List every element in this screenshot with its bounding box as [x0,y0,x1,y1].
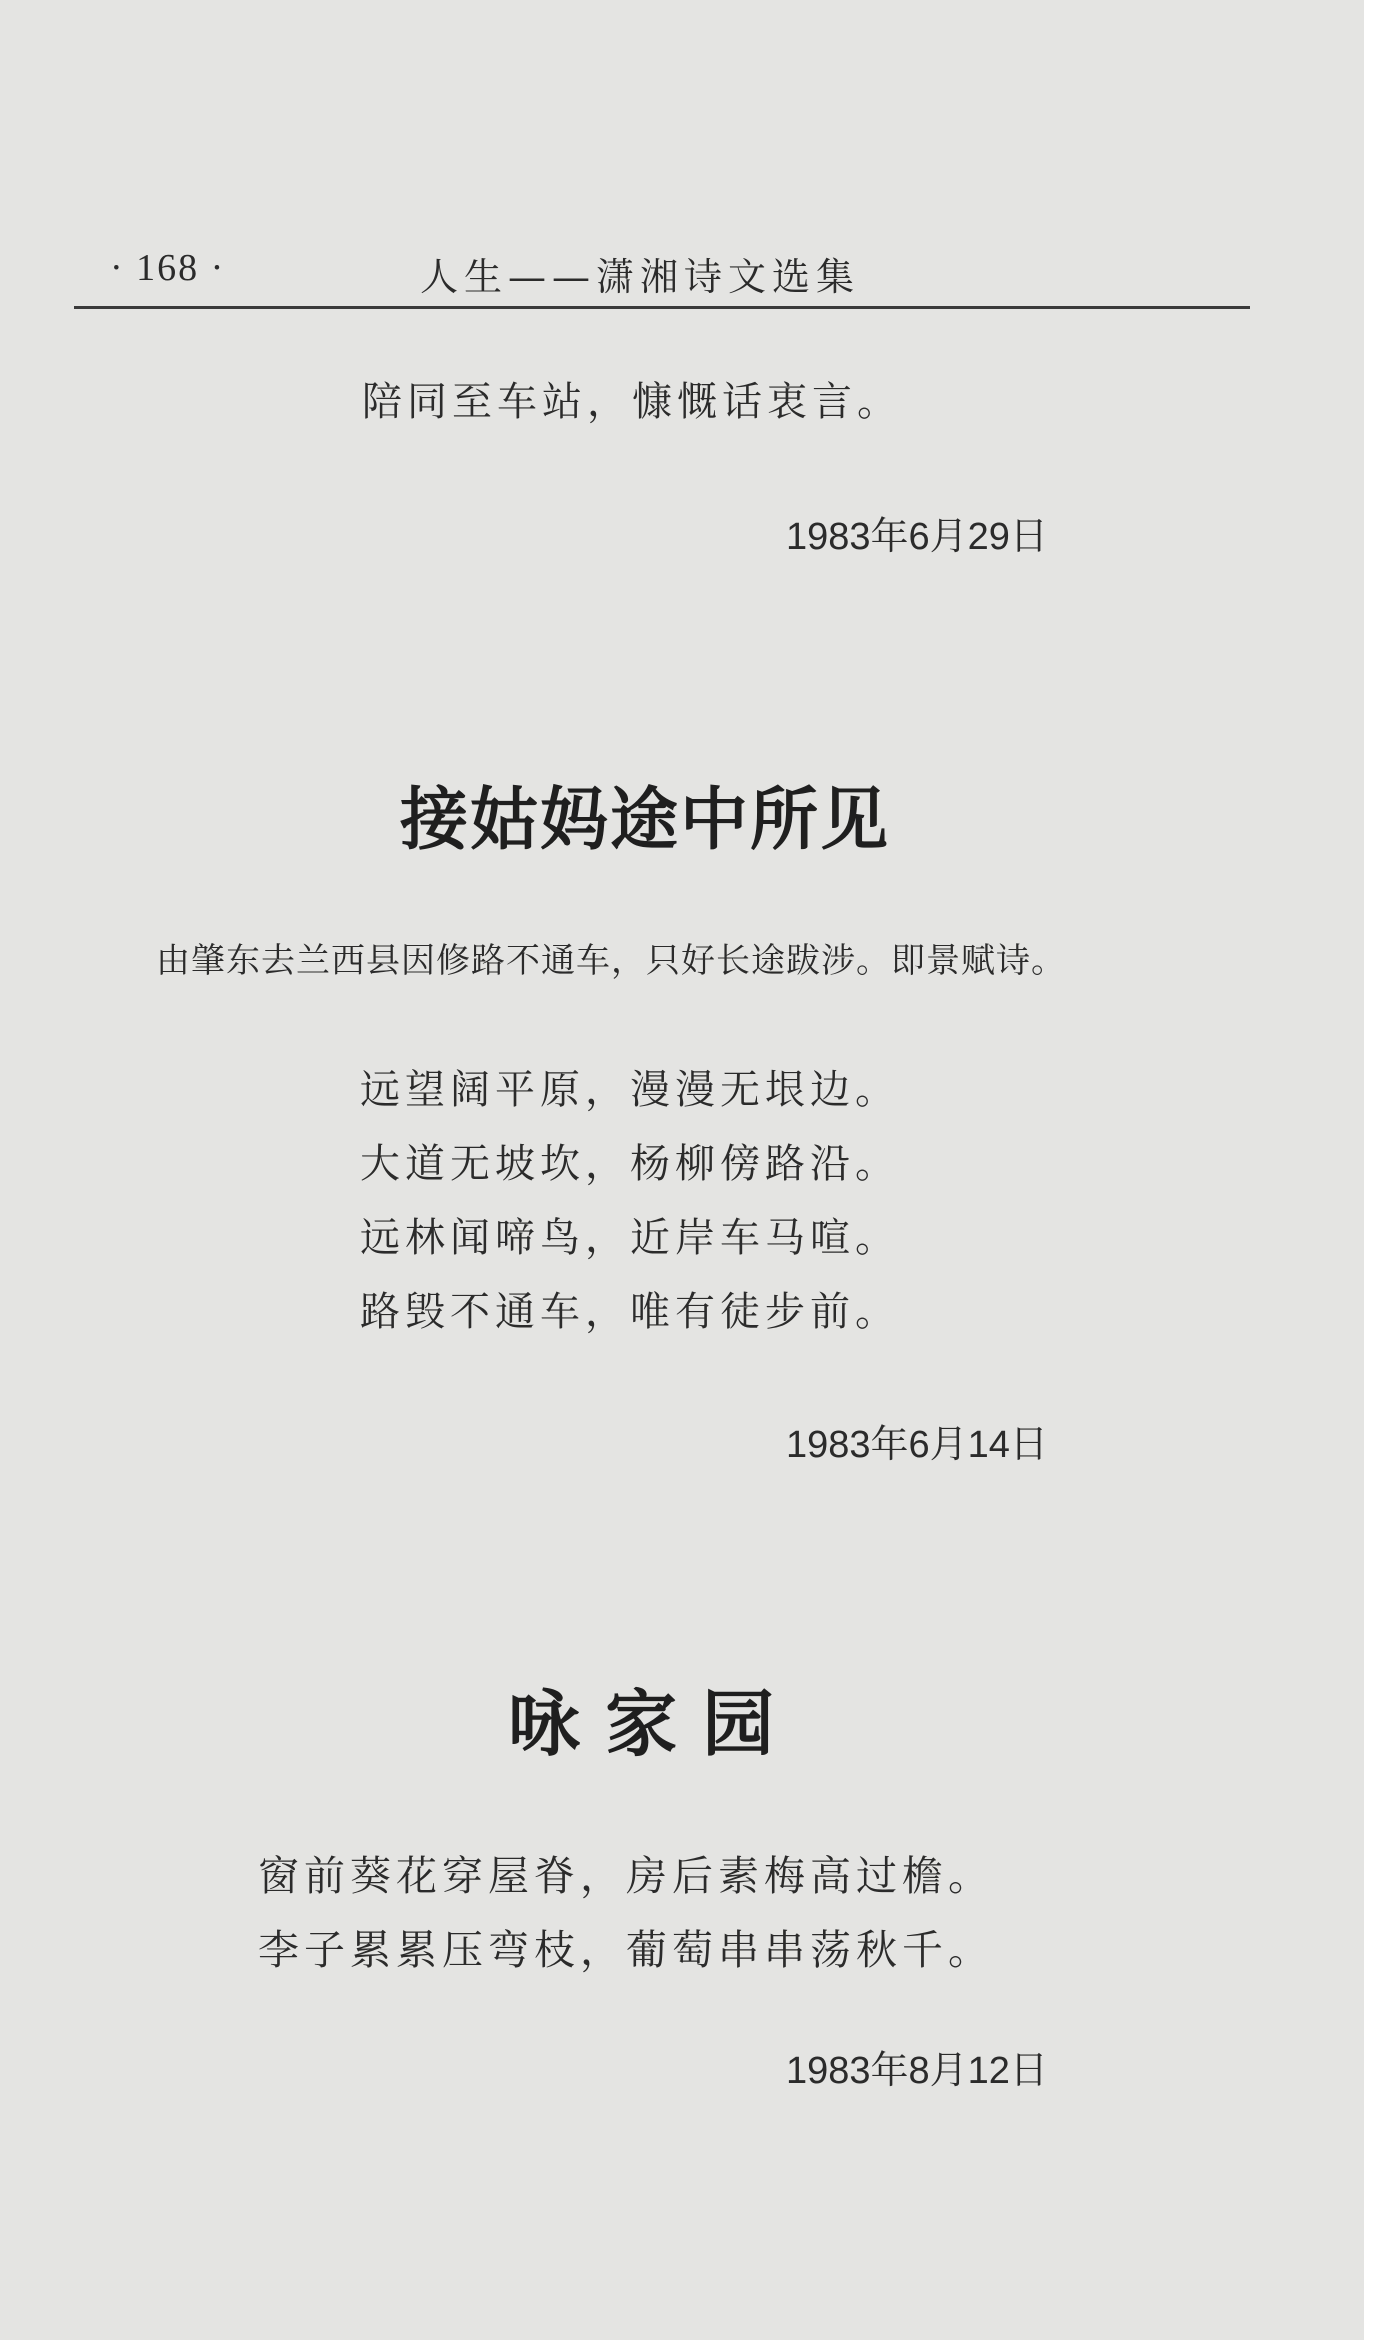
poem-preface: 由肇东去兰西县因修路不通车，只好长途跋涉。即景赋诗。 [156,941,1066,981]
poem-line: 李子累累压弯枝，葡萄串串荡秋千。 [258,1926,994,1974]
poem-line: 远望阔平原，漫漫无垠边。 [360,1067,900,1113]
previous-poem-last-line: 陪同至车站，慷慨话衷言。 [362,379,902,425]
poem-date: 1983年8月12日 [786,2050,1048,2092]
running-title: 人生——潇湘诗文选集 [420,255,861,299]
page-margin [1364,0,1380,2340]
page-header [74,240,1250,309]
previous-poem-date: 1983年6月29日 [786,516,1048,558]
poem-date: 1983年6月14日 [786,1424,1048,1466]
poem-line: 远林闻啼鸟，近岸车马喧。 [360,1215,900,1261]
poem-line: 窗前葵花穿屋脊，房后素梅高过檐。 [258,1852,994,1900]
poem-line: 路毁不通车，唯有徒步前。 [360,1289,900,1335]
page-number: · 168 · [110,247,226,289]
poem-title: 咏 家 园 [508,1681,775,1766]
poem-title: 接姑妈途中所见 [400,780,891,860]
poem-line: 大道无坡坎，杨柳傍路沿。 [360,1141,900,1187]
